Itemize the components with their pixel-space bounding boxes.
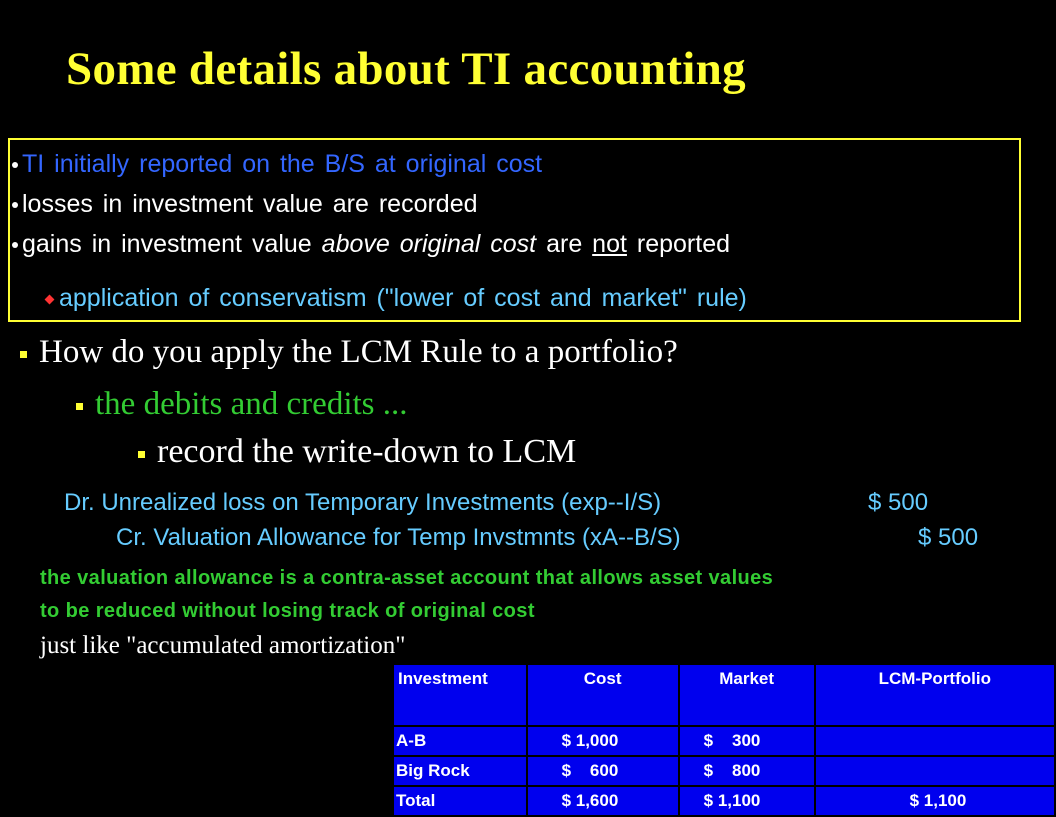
header-market: Market — [679, 664, 815, 726]
header-lcm-portfolio: LCM-Portfolio — [815, 664, 1055, 726]
cell-market: $ 300 — [679, 726, 815, 756]
journal-debit-amount: $ 500 — [868, 489, 929, 516]
cell-market: $ 800 — [679, 756, 815, 786]
square-bullet-icon — [20, 351, 27, 358]
note-line-1: the valuation allowance is a contra-asset account that allows asset values — [40, 567, 774, 589]
bullet-original-cost: TI initially reported on the B/S at original cost — [12, 150, 542, 179]
cell-investment: Total — [393, 786, 527, 816]
cell-investment: A-B — [393, 726, 527, 756]
diamond-bullet-icon — [45, 294, 55, 304]
note-line-3: just like "accumulated amortization" — [40, 632, 406, 659]
slide-title: Some details about TI accounting — [66, 43, 746, 95]
table-row — [393, 726, 1055, 756]
sub-record-writedown: record the write-down to LCM — [138, 433, 576, 471]
square-bullet-icon — [138, 451, 145, 458]
journal-debit: Dr. Unrealized loss on Temporary Investments (exp--I/S) — [64, 489, 662, 516]
lcm-table — [392, 663, 1056, 817]
bullet-dot-icon — [12, 162, 18, 168]
sub-bullet-conservatism: application of conservatism ("lower of cost and market" rule) — [46, 284, 747, 313]
square-bullet-icon — [76, 403, 83, 410]
header-cost: Cost — [527, 664, 679, 726]
journal-credit-amount: $ 500 — [918, 524, 979, 551]
cell-cost: $ 600 — [527, 756, 679, 786]
sub-debits-credits: the debits and credits ... — [76, 386, 408, 423]
cell-market: $ 1,100 — [679, 786, 815, 816]
note-line-2: to be reduced without losing track of original cost — [40, 600, 535, 622]
cell-lcm: $ 1,100 — [815, 786, 1055, 816]
question-lcm-portfolio: How do you apply the LCM Rule to a portfolio? — [20, 334, 678, 371]
bullet-dot-icon — [12, 242, 18, 248]
table-row — [393, 786, 1055, 816]
header-investment: Investment — [393, 664, 527, 726]
journal-credit: Cr. Valuation Allowance for Temp Invstmnts (xA--B/S) — [116, 524, 681, 551]
table-header-row — [393, 664, 1055, 726]
cell-lcm — [815, 726, 1055, 756]
cell-cost: $ 1,000 — [527, 726, 679, 756]
bullet-gains: gains in investment value above original cost are not reported — [12, 230, 730, 259]
cell-investment: Big Rock — [393, 756, 527, 786]
cell-cost: $ 1,600 — [527, 786, 679, 816]
bullet-losses: losses in investment value are recorded — [12, 190, 478, 219]
cell-lcm — [815, 756, 1055, 786]
bullet-dot-icon — [12, 202, 18, 208]
table-row — [393, 756, 1055, 786]
